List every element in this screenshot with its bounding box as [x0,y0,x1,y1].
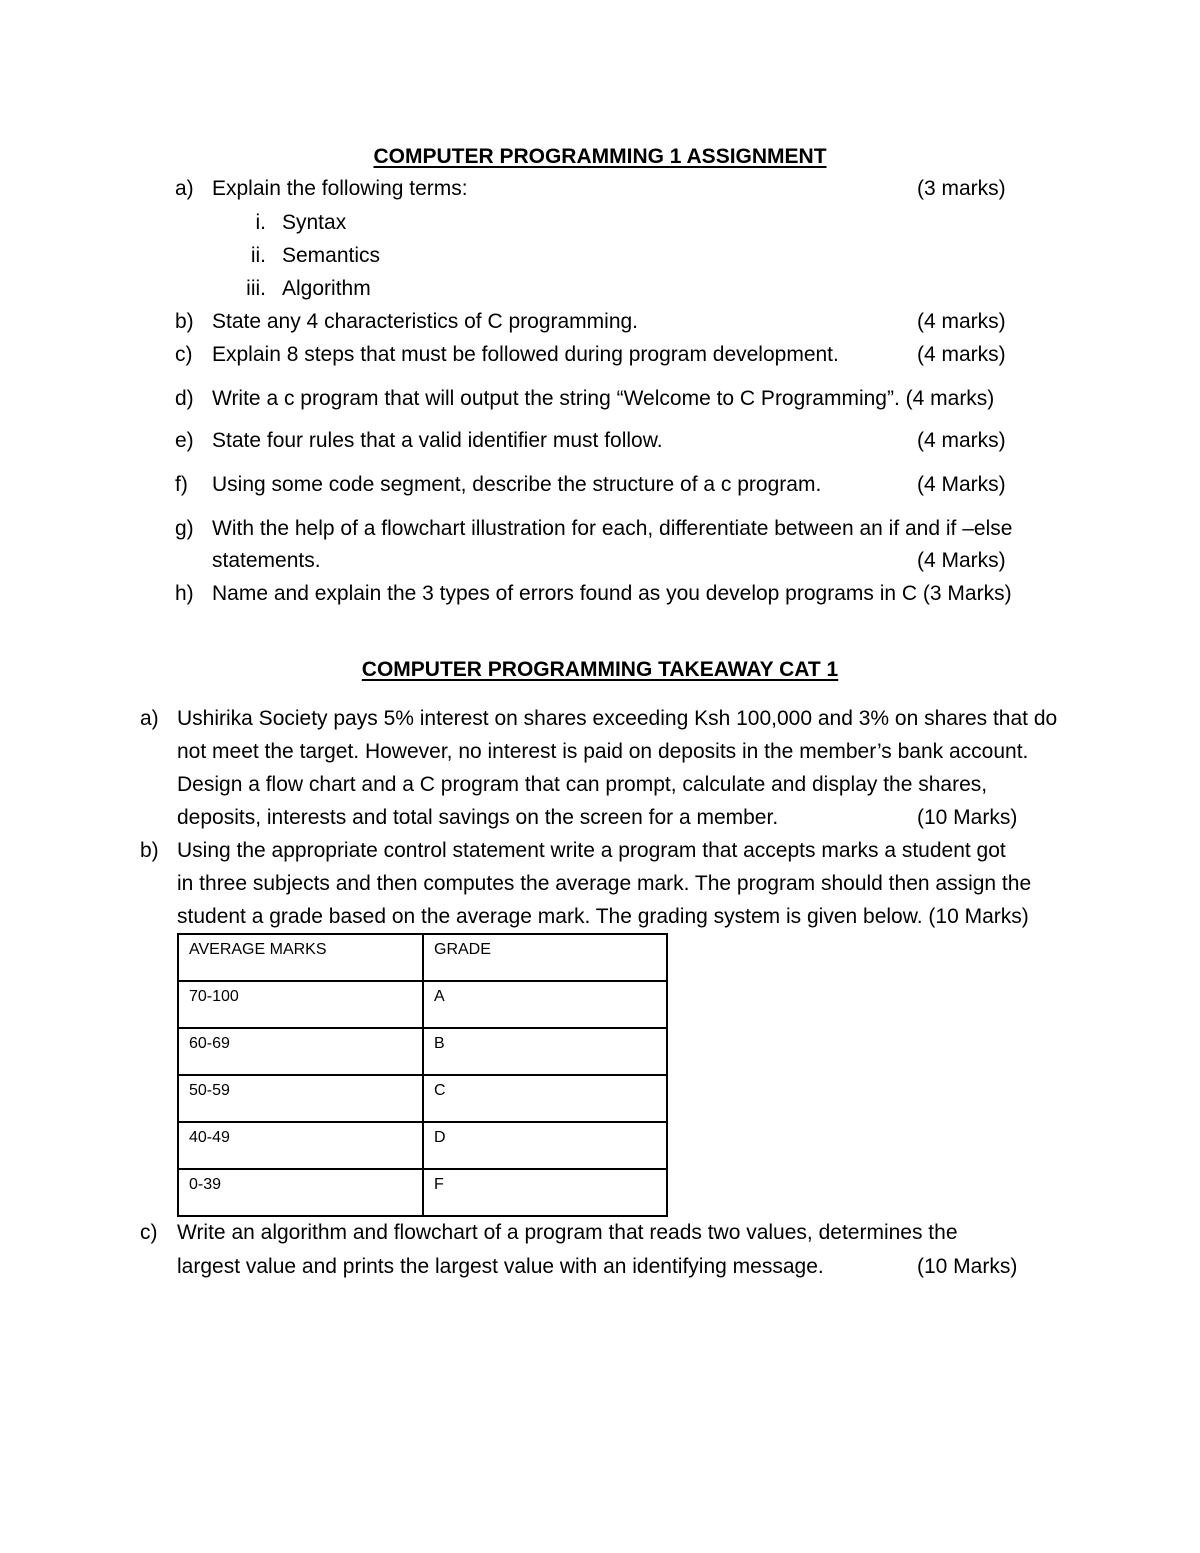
cat-question-a-label: a) [140,707,159,730]
term-text: Algorithm [282,277,371,300]
question-b-marks: (4 marks) [917,310,1006,333]
table-cell-grade: C [423,1075,667,1122]
cat-question-b-label: b) [140,839,159,862]
cat-question-b-line3: student a grade based on the average mark. The grading system is given below. (10 Marks) [177,905,1029,928]
question-e-text: State four rules that a valid identifier must follow. [212,429,663,452]
table-row [178,1169,667,1216]
table-cell-marks: 60-69 [178,1028,423,1075]
cat-question-a-line2: not meet the target. However, no interest is paid on deposits in the member’s bank account. [177,740,1029,763]
table-cell-grade: A [423,981,667,1028]
cat-question-c-line2: largest value and prints the largest value with an identifying message. [177,1255,824,1278]
table-cell-marks: 0-39 [178,1169,423,1216]
term-number: ii. [250,244,266,267]
cat-question-b-line1: Using the appropriate control statement write a program that accepts marks a student got [177,839,1006,862]
question-f-marks: (4 Marks) [917,473,1006,496]
question-g-text-line2: statements. [212,549,321,572]
table-cell-grade: F [423,1169,667,1216]
question-d-text: Write a c program that will output the string “Welcome to C Programming”. (4 marks) [212,387,995,410]
table-cell-marks: 40-49 [178,1122,423,1169]
cat-question-c-line1: Write an algorithm and flowchart of a program that reads two values, determines the [177,1221,958,1244]
table-cell-marks: 70-100 [178,981,423,1028]
question-a-label: a) [175,177,194,200]
cat-question-a-line4: deposits, interests and total savings on the screen for a member. [177,806,779,829]
grading-table [177,933,668,1217]
question-b-label: b) [175,310,194,333]
table-header-cell: GRADE [423,934,667,981]
question-f-text: Using some code segment, describe the structure of a c program. [212,473,822,496]
assignment-title: COMPUTER PROGRAMMING 1 ASSIGNMENT [373,145,827,168]
question-d-label: d) [175,387,194,410]
question-a-marks: (3 marks) [917,177,1006,200]
table-row [178,981,667,1028]
table-header-cell: AVERAGE MARKS [178,934,423,981]
term-text: Semantics [282,244,381,267]
cat-question-c-label: c) [140,1221,158,1244]
table-row [178,1028,667,1075]
cat-question-c-marks: (10 Marks) [917,1255,1018,1278]
cat-question-b-line2: in three subjects and then computes the average mark. The program should then assign the [177,872,1032,895]
term-text: Syntax [282,211,347,234]
question-g-label: g) [175,517,194,540]
table-row [178,1075,667,1122]
question-a-text: Explain the following terms: [212,177,468,200]
question-c-label: c) [175,343,193,366]
table-header-row [178,934,667,981]
table-cell-marks: 50-59 [178,1075,423,1122]
question-g-marks: (4 Marks) [917,549,1006,572]
cat-title: COMPUTER PROGRAMMING TAKEAWAY CAT 1 [361,658,839,681]
question-c-text: Explain 8 steps that must be followed during program development. [212,343,839,366]
term-number: i. [255,211,266,234]
table-cell-grade: B [423,1028,667,1075]
cat-question-a-line1: Ushirika Society pays 5% interest on shares exceeding Ksh 100,000 and 3% on shares that do [177,707,1058,730]
question-b-text: State any 4 characteristics of C programming. [212,310,639,333]
question-g-text-line1: With the help of a flowchart illustration for each, differentiate between an if and if –else [212,517,1013,540]
question-e-marks: (4 marks) [917,429,1006,452]
question-c-marks: (4 marks) [917,343,1006,366]
table-row [178,1122,667,1169]
table-cell-grade: D [423,1122,667,1169]
question-h-text: Name and explain the 3 types of errors found as you develop programs in C (3 Marks) [212,582,1012,605]
cat-question-a-marks: (10 Marks) [917,806,1018,829]
question-e-label: e) [175,429,194,452]
question-f-label: f) [175,473,188,496]
term-number: iii. [246,277,266,300]
cat-question-a-line3: Design a flow chart and a C program that can prompt, calculate and display the shares, [177,773,988,796]
question-h-label: h) [175,582,194,605]
